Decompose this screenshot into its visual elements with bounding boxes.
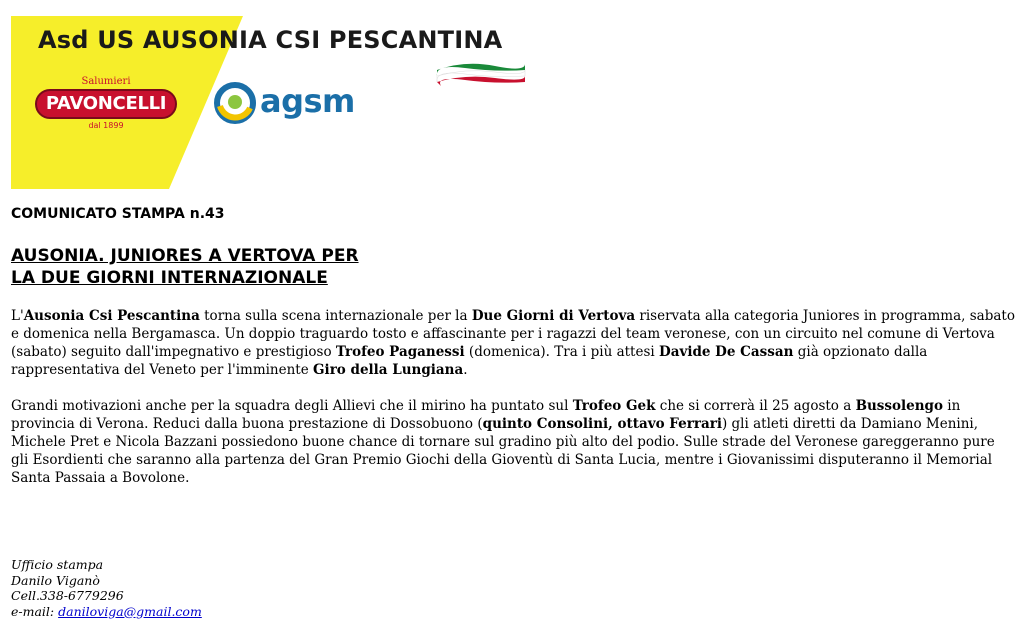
signature-office: Ufficio stampa	[11, 557, 104, 572]
text: in provincia di Verona. Reduci dalla buona prestazione di Dossobuono (	[11, 398, 961, 432]
text: riservata alla categoria Juniores in programma, sabato e domenica nella Bergamasca. Un doppio traguardo tosto e affascinante per i ragazzi del team veronese, con un circuito nel comune di Vertova (sabato) seguito dall'impegnativo e prestigioso	[11, 308, 1015, 360]
signature-name: Danilo Viganò	[11, 572, 100, 588]
pavoncelli-subtitle: Salumieri	[81, 76, 131, 87]
text: (domenica). Tra i più attesi	[464, 344, 660, 360]
paragraph-1	[11, 307, 1016, 379]
signature-phone: Cell.338-6779296	[11, 588, 124, 603]
club-title: Asd US AUSONIA CSI PESCANTINA	[38, 26, 503, 54]
agsm-logo	[214, 82, 364, 126]
pavoncelli-logo	[35, 76, 177, 131]
text: Grandi motivazioni anche per la squadra degli Allievi che il mirino ha puntato sul	[11, 398, 573, 414]
text: torna sulla scena internazionale per la	[199, 308, 472, 324]
bold-text: Davide De Cassan	[659, 344, 794, 360]
text: L'	[11, 308, 24, 324]
bold-text: Trofeo Gek	[572, 398, 656, 414]
bold-text: Giro della Lungiana	[313, 362, 464, 378]
paragraph-2	[11, 397, 1016, 487]
text: già opzionato dalla rappresentativa del Veneto per l'imminente	[11, 344, 928, 378]
bold-text: quinto Consolini, ottavo Ferrari	[482, 416, 722, 432]
text: .	[463, 362, 468, 378]
italian-flag-ribbon-icon	[435, 60, 527, 86]
headline-line-2: LA DUE GIORNI INTERNAZIONALE	[11, 268, 328, 288]
agsm-swirl-icon	[214, 82, 256, 124]
signature-email-line	[11, 604, 202, 620]
header-banner	[11, 16, 531, 189]
bold-text: Ausonia Csi Pescantina	[23, 308, 200, 324]
pavoncelli-name: PAVONCELLI	[35, 89, 177, 119]
agsm-wordmark: agsm	[260, 82, 355, 120]
text: che si correrà il 25 agosto a	[655, 398, 856, 414]
text: ) gli atleti diretti da Damiano Menini, Michele Pret e Nicola Bazzani possiedono buone chance di tornare sul gradino più alto del podio. Sulle strade del Veronese gareggeranno pure gli Esordienti che saranno alla partenza del Gran Premio Giochi della Gioventù di Santa Lucia, mentre i Giovanissimi disputeranno il Memorial Santa Passaia a Bovolone.	[11, 416, 995, 486]
pavoncelli-since: dal 1899	[88, 121, 124, 130]
bold-text: Bussolengo	[855, 398, 943, 414]
email-link[interactable]: daniloviga@gmail.com	[58, 603, 202, 619]
press-release-number: COMUNICATO STAMPA n.43	[11, 206, 225, 222]
signature	[11, 557, 202, 619]
bold-text: Trofeo Paganessi	[335, 344, 465, 360]
headline-line-1: AUSONIA. JUNIORES A VERTOVA PER	[11, 246, 359, 266]
email-label: e-mail:	[11, 603, 59, 619]
bold-text: Due Giorni di Vertova	[471, 308, 636, 324]
headline	[11, 245, 359, 289]
